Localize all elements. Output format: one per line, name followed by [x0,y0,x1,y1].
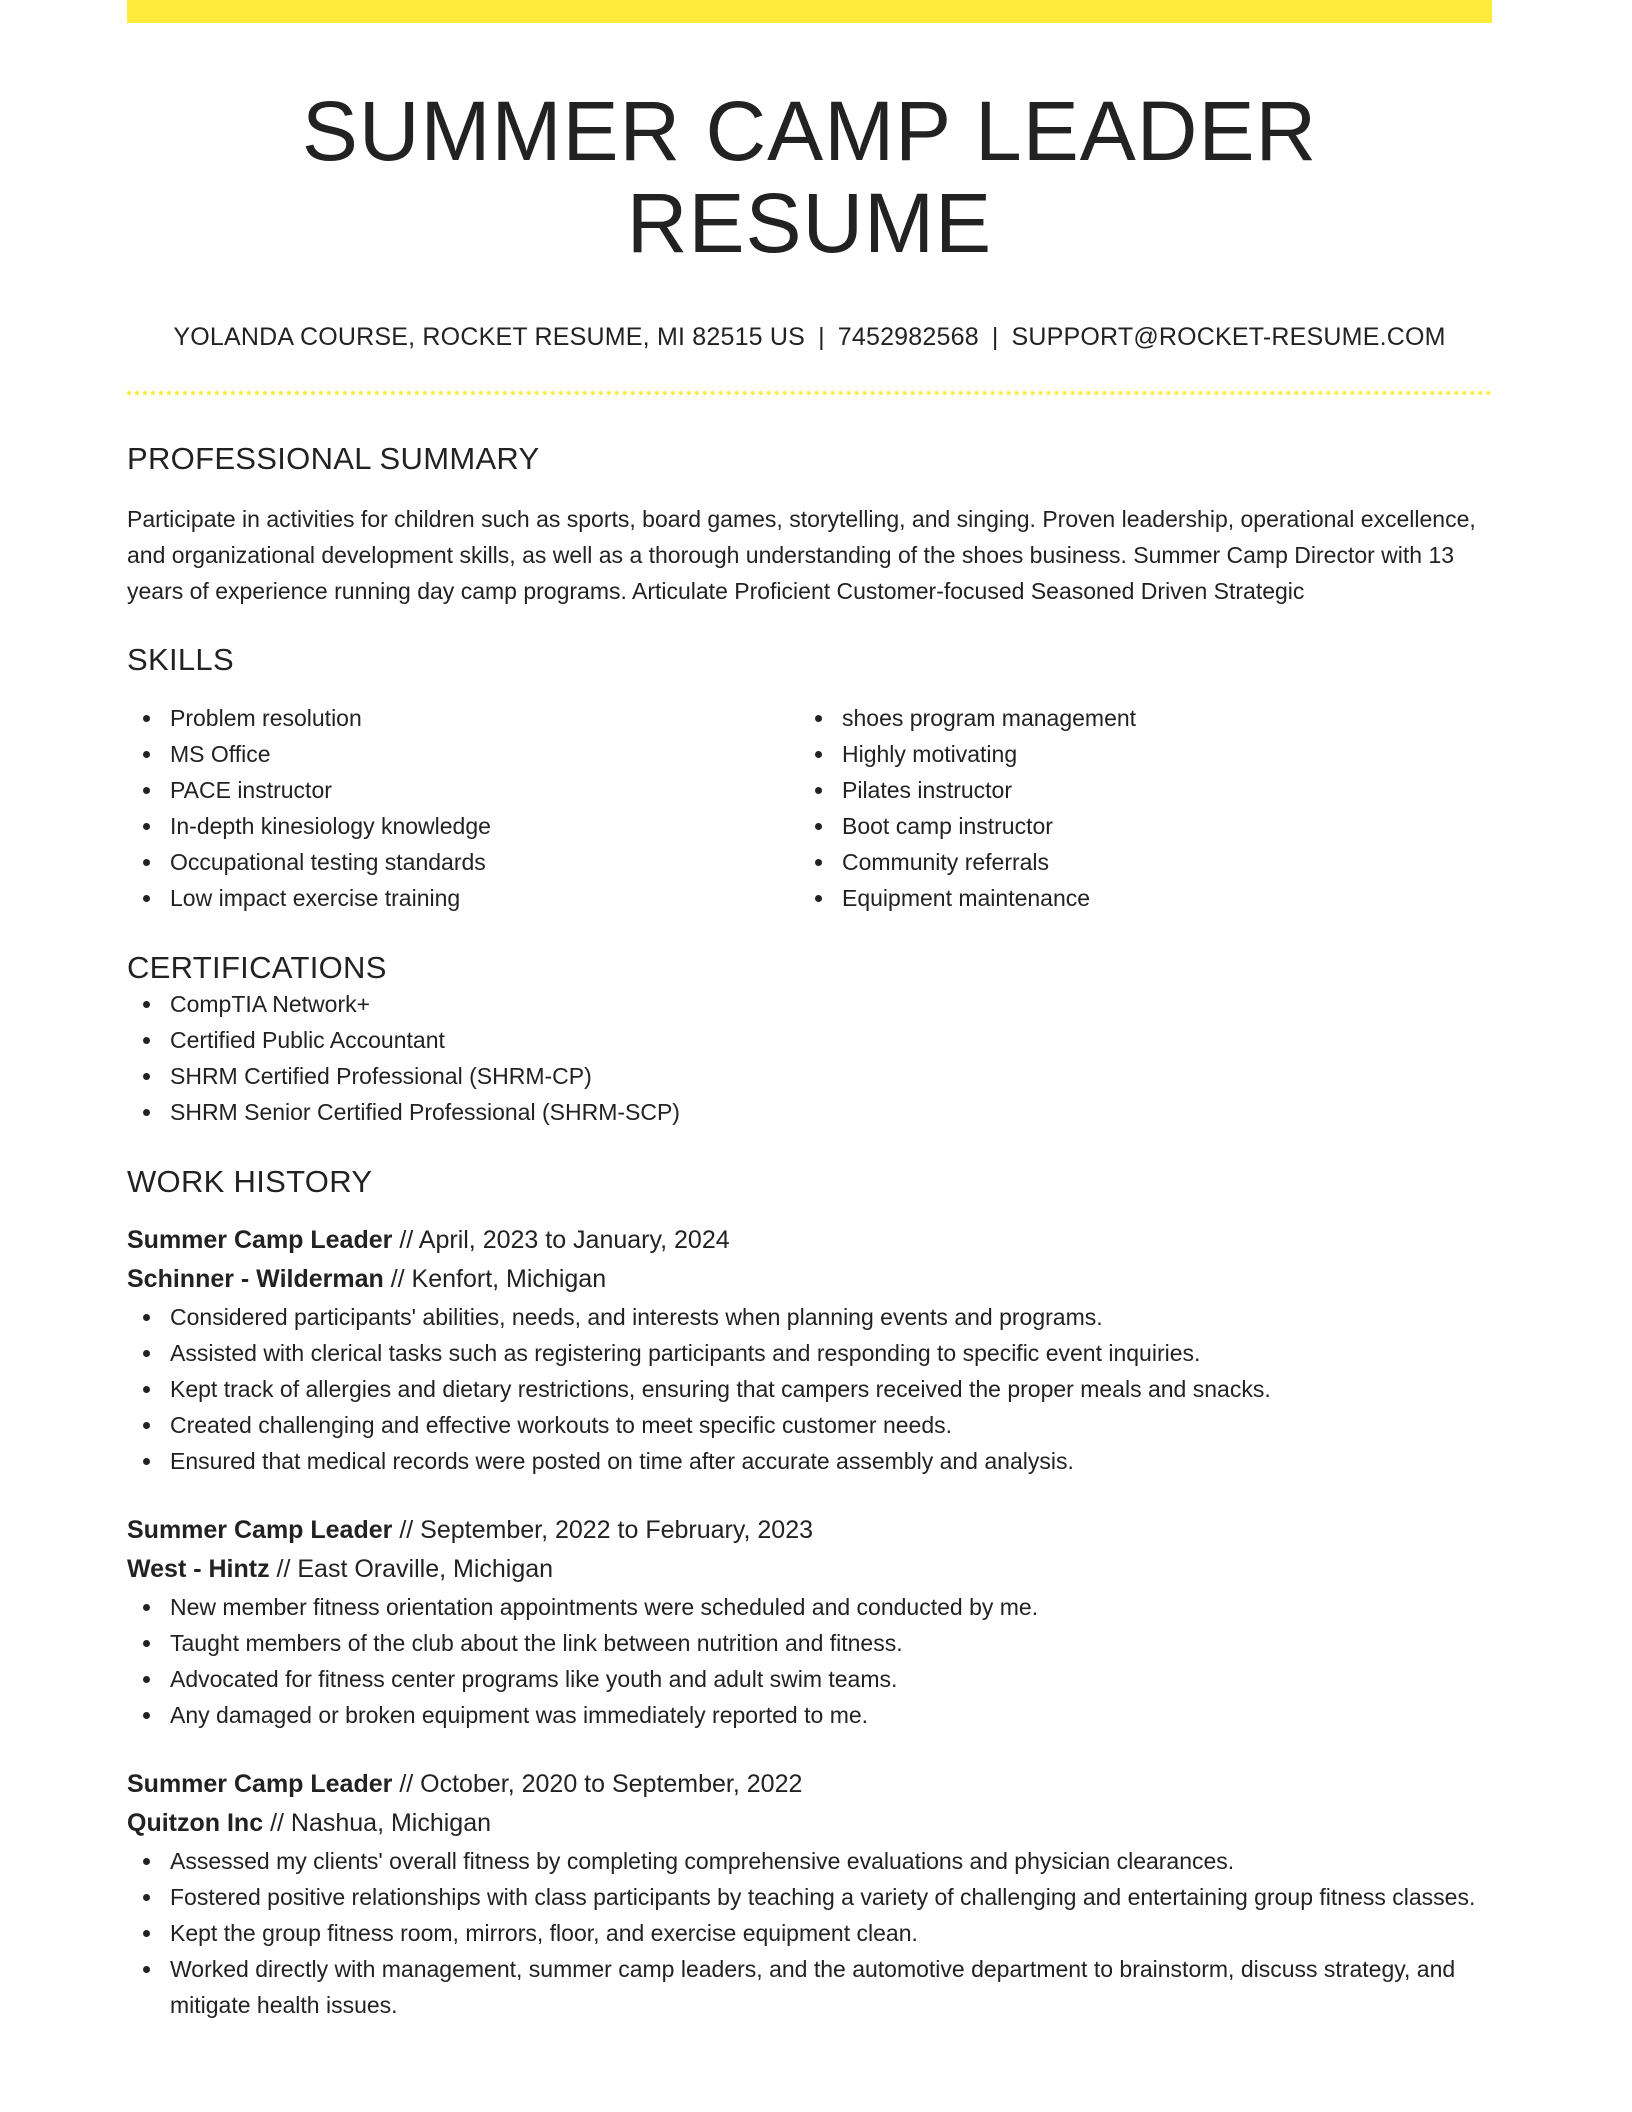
job-duty-item: Kept the group fitness room, mirrors, floor, and exercise equipment clean. [127,1915,1492,1951]
job-duty-item: Worked directly with management, summer camp leaders, and the automotive department to brainstorm, discuss strategy, and mitigate health issues. [127,1951,1492,2023]
skills-heading: SKILLS [127,641,234,677]
skills-grid [127,700,1492,916]
contact-separator: | [991,322,999,351]
job-location: // Nashua, Michigan [270,1808,492,1837]
job-duties-list [127,1589,1492,1733]
skill-item: Occupational testing standards [127,844,799,880]
skill-item: In-depth kinesiology knowledge [127,808,799,844]
contact-phone: 7452982568 [837,322,979,351]
certifications-list [127,986,1492,1130]
skill-item: PACE instructor [127,772,799,808]
job-company-line [127,1550,1492,1589]
job-dates: // October, 2020 to September, 2022 [399,1769,803,1798]
job-entry [127,1765,1492,2023]
skills-left-list [127,700,799,916]
job-duty-item: Created challenging and effective workouts to meet specific customer needs. [127,1407,1492,1443]
job-duty-item: Ensured that medical records were posted on time after accurate assembly and analysis. [127,1443,1492,1479]
skill-item: Problem resolution [127,700,799,736]
job-title: Summer Camp Leader [127,1225,393,1254]
job-dates: // April, 2023 to January, 2024 [399,1225,730,1254]
skill-item: Low impact exercise training [127,880,799,916]
skills-right-column [799,700,1471,916]
dotted-divider [127,391,1492,395]
skill-item: Highly motivating [799,736,1471,772]
certification-item: Certified Public Accountant [127,1022,1492,1058]
resume-content [127,0,1492,2023]
job-duty-item: Taught members of the club about the link between nutrition and fitness. [127,1625,1492,1661]
skill-item: MS Office [127,736,799,772]
skill-item: Boot camp instructor [799,808,1471,844]
skills-left-column [127,700,799,916]
job-duty-item: New member fitness orientation appointments were scheduled and conducted by me. [127,1589,1492,1625]
contact-separator: | [818,322,825,351]
skill-item: Community referrals [799,844,1471,880]
contact-line [127,322,1492,352]
contact-address: YOLANDA COURSE, ROCKET RESUME, MI 82515 US [173,322,806,351]
accent-top-bar [127,0,1492,23]
job-duty-item: Advocated for fitness center programs like youth and adult swim teams. [127,1661,1492,1697]
job-company: West - Hintz [127,1554,270,1583]
job-title: Summer Camp Leader [127,1515,393,1544]
job-duty-item: Considered participants' abilities, needs, and interests when planning events and programs. [127,1299,1492,1335]
skill-item: Pilates instructor [799,772,1471,808]
skill-item: shoes program management [799,700,1471,736]
job-location: // East Oraville, Michigan [276,1554,554,1583]
job-company-line [127,1804,1492,1843]
skills-right-list [799,700,1471,916]
contact-email: SUPPORT@ROCKET-RESUME.COM [1011,322,1446,351]
job-entry [127,1221,1492,1479]
job-title-line [127,1221,1492,1260]
summary-text: Participate in activities for children such as sports, board games, storytelling, and singing. Proven leadership, operational excellence, and organizational development skills, as well as a thorough understanding of the shoes business. Summer Camp Director with 13 years of experience running day camp programs. Articulate Proficient Customer-focused Seasoned Driven Strategic [127,505,1476,604]
job-duties-list [127,1843,1492,2023]
job-duty-item: Any damaged or broken equipment was immediately reported to me. [127,1697,1492,1733]
certification-item: CompTIA Network+ [127,986,1492,1022]
job-company: Quitzon Inc [127,1808,264,1837]
job-duty-item: Kept track of allergies and dietary restrictions, ensuring that campers received the proper meals and snacks. [127,1371,1492,1407]
certification-item: SHRM Certified Professional (SHRM-CP) [127,1058,1492,1094]
job-title-line [127,1765,1492,1804]
job-duty-item: Assessed my clients' overall fitness by completing comprehensive evaluations and physician clearances. [127,1843,1492,1879]
summary-heading: PROFESSIONAL SUMMARY [127,440,540,476]
resume-title: SUMMER CAMP LEADER RESUME [301,84,1318,271]
certification-item: SHRM Senior Certified Professional (SHRM-SCP) [127,1094,1492,1130]
job-location: // Kenfort, Michigan [390,1264,607,1293]
job-dates: // September, 2022 to February, 2023 [399,1515,814,1544]
job-company-line [127,1260,1492,1299]
job-company: Schinner - Wilderman [127,1264,384,1293]
work-history-heading: WORK HISTORY [127,1164,373,1200]
skill-item: Equipment maintenance [799,880,1471,916]
certifications-heading: CERTIFICATIONS [127,950,387,986]
job-entry [127,1511,1492,1733]
job-title: Summer Camp Leader [127,1769,393,1798]
job-duty-item: Fostered positive relationships with class participants by teaching a variety of challenging and entertaining group fitness classes. [127,1879,1492,1915]
job-duty-item: Assisted with clerical tasks such as registering participants and responding to specific event inquiries. [127,1335,1492,1371]
job-duties-list [127,1299,1492,1479]
job-title-line [127,1511,1492,1550]
